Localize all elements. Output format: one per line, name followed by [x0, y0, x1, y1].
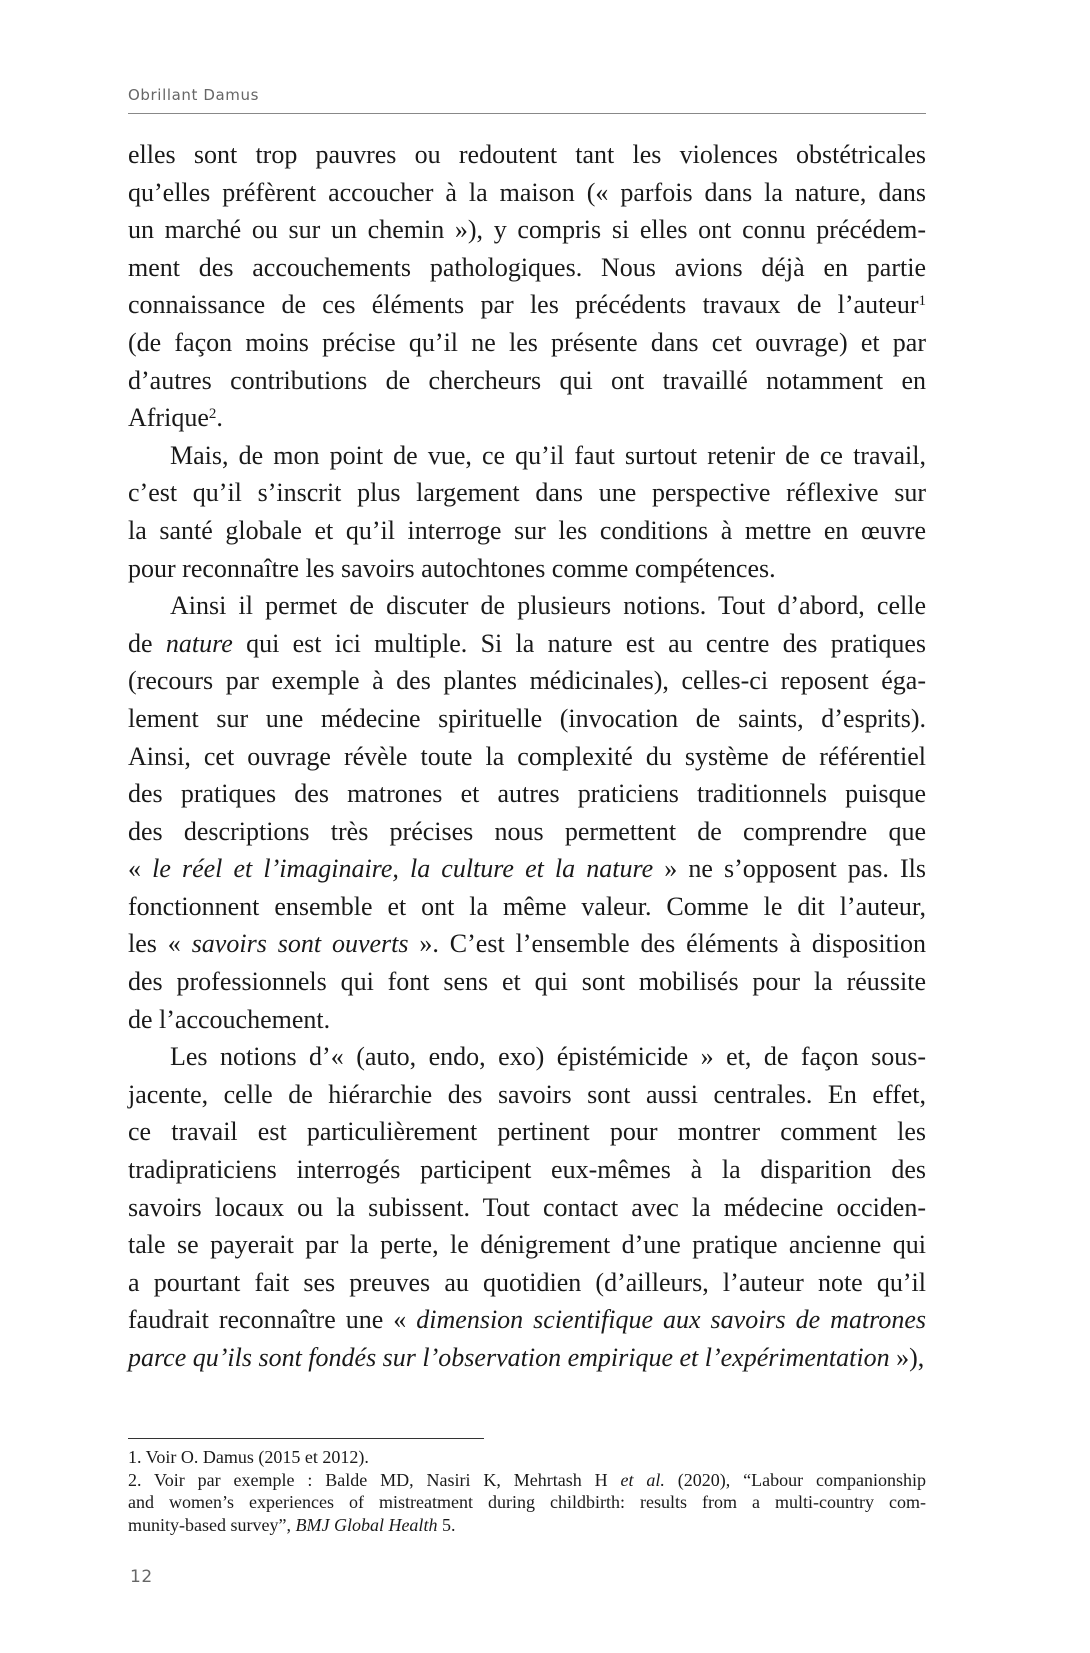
text-run: Mais, de mon point de vue, ce qu’il faut surtout retenir de ce travail, [170, 440, 926, 470]
text-run: les « [128, 929, 192, 959]
text-run: pour reconnaître les savoirs autochtones comme compétences. [128, 553, 776, 583]
text-line [128, 286, 926, 324]
footnote [128, 1469, 926, 1537]
italic-text: dimension scientifique aux savoirs de matrones [416, 1305, 926, 1335]
text-line [128, 362, 926, 400]
text-line [128, 850, 926, 888]
text-run: Ainsi il permet de discuter de plusieurs notions. Tout d’abord, celle [170, 591, 926, 621]
text-run: Les notions d’« (auto, endo, exo) épistémicide » et, de façon sous- [170, 1042, 926, 1072]
text-run: de [128, 628, 166, 658]
italic-text: parce qu’ils sont fondés sur l’observation empirique et l’expérimentation [128, 1343, 890, 1372]
text-run: savoirs locaux ou la subissent. Tout contact avec la médecine occiden- [128, 1192, 926, 1222]
text-run: and women’s experiences of mistreatment during childbirth: results from a multi-country com- [128, 1492, 926, 1512]
text-run: . [216, 403, 223, 433]
text-run: »), [889, 1343, 925, 1372]
paragraph [128, 437, 926, 587]
text-line [128, 437, 926, 475]
text-line [128, 1113, 926, 1151]
text-run: c’est qu’il s’inscrit plus largement dans une perspective réflexive sur [128, 478, 926, 508]
text-run: 1. Voir O. Damus (2015 et 2012). [128, 1447, 369, 1467]
text-run: fonctionnent ensemble et ont la même valeur. Comme le dit l’auteur, [128, 891, 926, 921]
text-line [128, 700, 926, 738]
text-line [128, 1038, 926, 1076]
header-rule [128, 113, 926, 114]
text-line [128, 1301, 926, 1339]
text-line [128, 963, 926, 1001]
text-line [128, 474, 926, 512]
footnote-ref[interactable]: 1 [918, 293, 926, 310]
text-line [128, 738, 926, 776]
text-line [128, 324, 926, 362]
text-run: (recours par exemple à des plantes médicinales), celles-ci reposent éga- [128, 666, 926, 696]
text-run: munity-based survey”, [128, 1514, 296, 1535]
text-line [128, 1264, 926, 1302]
text-line [128, 1001, 926, 1039]
text-line [128, 1339, 926, 1377]
text-run: connaissance de ces éléments par les précédents travaux de l’auteur [128, 290, 919, 320]
italic-text: et al. [620, 1469, 665, 1490]
text-line [128, 625, 926, 663]
italic-text: BMJ Global Health [295, 1514, 438, 1535]
text-line [128, 1226, 926, 1264]
text-run: Ainsi, cet ouvrage révèle toute la complexité du système de référentiel [128, 741, 926, 771]
body-text [128, 136, 926, 1377]
paragraph [128, 136, 926, 437]
text-line [128, 249, 926, 287]
text-run: de l’accouchement. [128, 1004, 331, 1034]
text-line [128, 550, 926, 588]
text-line [128, 925, 926, 963]
text-run: d’autres contributions de chercheurs qui ont travaillé notamment en [128, 365, 926, 395]
text-run: (de façon moins précise qu’il ne les présente dans cet ouvrage) et par [128, 327, 926, 357]
text-run: « [128, 854, 153, 884]
footnote-line [128, 1491, 926, 1514]
paragraph [128, 587, 926, 1038]
text-run: » ne s’opposent pas. Ils [653, 854, 927, 884]
text-run: un marché ou sur un chemin »), y compris si elles ont connu précédem- [128, 215, 926, 245]
page-number: 12 [130, 1567, 153, 1587]
text-run: Afrique [128, 403, 209, 433]
text-run: a pourtant fait ses preuves au quotidien (d’ailleurs, l’auteur note qu’il [128, 1267, 926, 1297]
text-line [128, 174, 926, 212]
text-run: tradipraticiens interrogés participent eux-mêmes à la disparition des [128, 1155, 926, 1185]
text-run: qui est ici multiple. Si la nature est au centre des pratiques [232, 628, 927, 658]
text-run: lement sur une médecine spirituelle (invocation de saints, d’esprits). [128, 703, 926, 733]
text-run: ce travail est particulièrement pertinent pour montrer comment les [128, 1117, 926, 1147]
text-line [128, 775, 926, 813]
footnote [128, 1446, 926, 1469]
text-run: la santé globale et qu’il interroge sur les conditions à mettre en œuvre [128, 515, 926, 545]
text-run: 5. [437, 1514, 456, 1535]
text-line [128, 1151, 926, 1189]
footnotes [128, 1446, 926, 1536]
text-line [128, 211, 926, 249]
text-line [128, 888, 926, 926]
footnote-line [128, 1514, 926, 1537]
text-line [128, 662, 926, 700]
text-line [128, 1189, 926, 1227]
text-line [128, 399, 926, 437]
running-head: Obrillant Damus [128, 86, 260, 104]
text-run: ». C’est l’ensemble des éléments à disposition [408, 929, 927, 959]
footnote-ref[interactable]: 2 [208, 406, 217, 423]
text-line [128, 587, 926, 625]
text-line [128, 512, 926, 550]
text-run: des professionnels qui font sens et qui sont mobilisés pour la réussite [128, 967, 926, 997]
text-line [128, 1076, 926, 1114]
text-run: jacente, celle de hiérarchie des savoirs sont aussi centrales. En effet, [128, 1079, 926, 1109]
text-line [128, 813, 926, 851]
footnote-line [128, 1469, 926, 1492]
text-run: des descriptions très précises nous permettent de comprendre que [128, 816, 926, 846]
footnote-line [128, 1446, 926, 1469]
paragraph [128, 1038, 926, 1376]
text-line [128, 136, 926, 174]
text-run: des pratiques des matrones et autres praticiens traditionnels puisque [128, 779, 926, 809]
text-run: (2020), “Labour companionship [664, 1469, 927, 1490]
text-run: tale se payerait par la perte, le dénigrement d’une pratique ancienne qui [128, 1230, 926, 1260]
text-run: elles sont trop pauvres ou redoutent tant les violences obstétricales [128, 140, 926, 169]
text-run: 2. Voir par exemple : Balde MD, Nasiri K, Mehrtash H [128, 1469, 621, 1490]
italic-text: le réel et l’imaginaire, la culture et la nature [152, 854, 654, 884]
italic-text: nature [165, 628, 233, 658]
text-run: qu’elles préfèrent accoucher à la maison (« parfois dans la nature, dans [128, 177, 926, 207]
text-run: faudrait reconnaître une « [128, 1305, 417, 1335]
text-run: ment des accouchements pathologiques. Nous avions déjà en partie [128, 252, 926, 282]
footnote-rule [128, 1438, 484, 1439]
italic-text: savoirs sont ouverts [191, 929, 409, 959]
